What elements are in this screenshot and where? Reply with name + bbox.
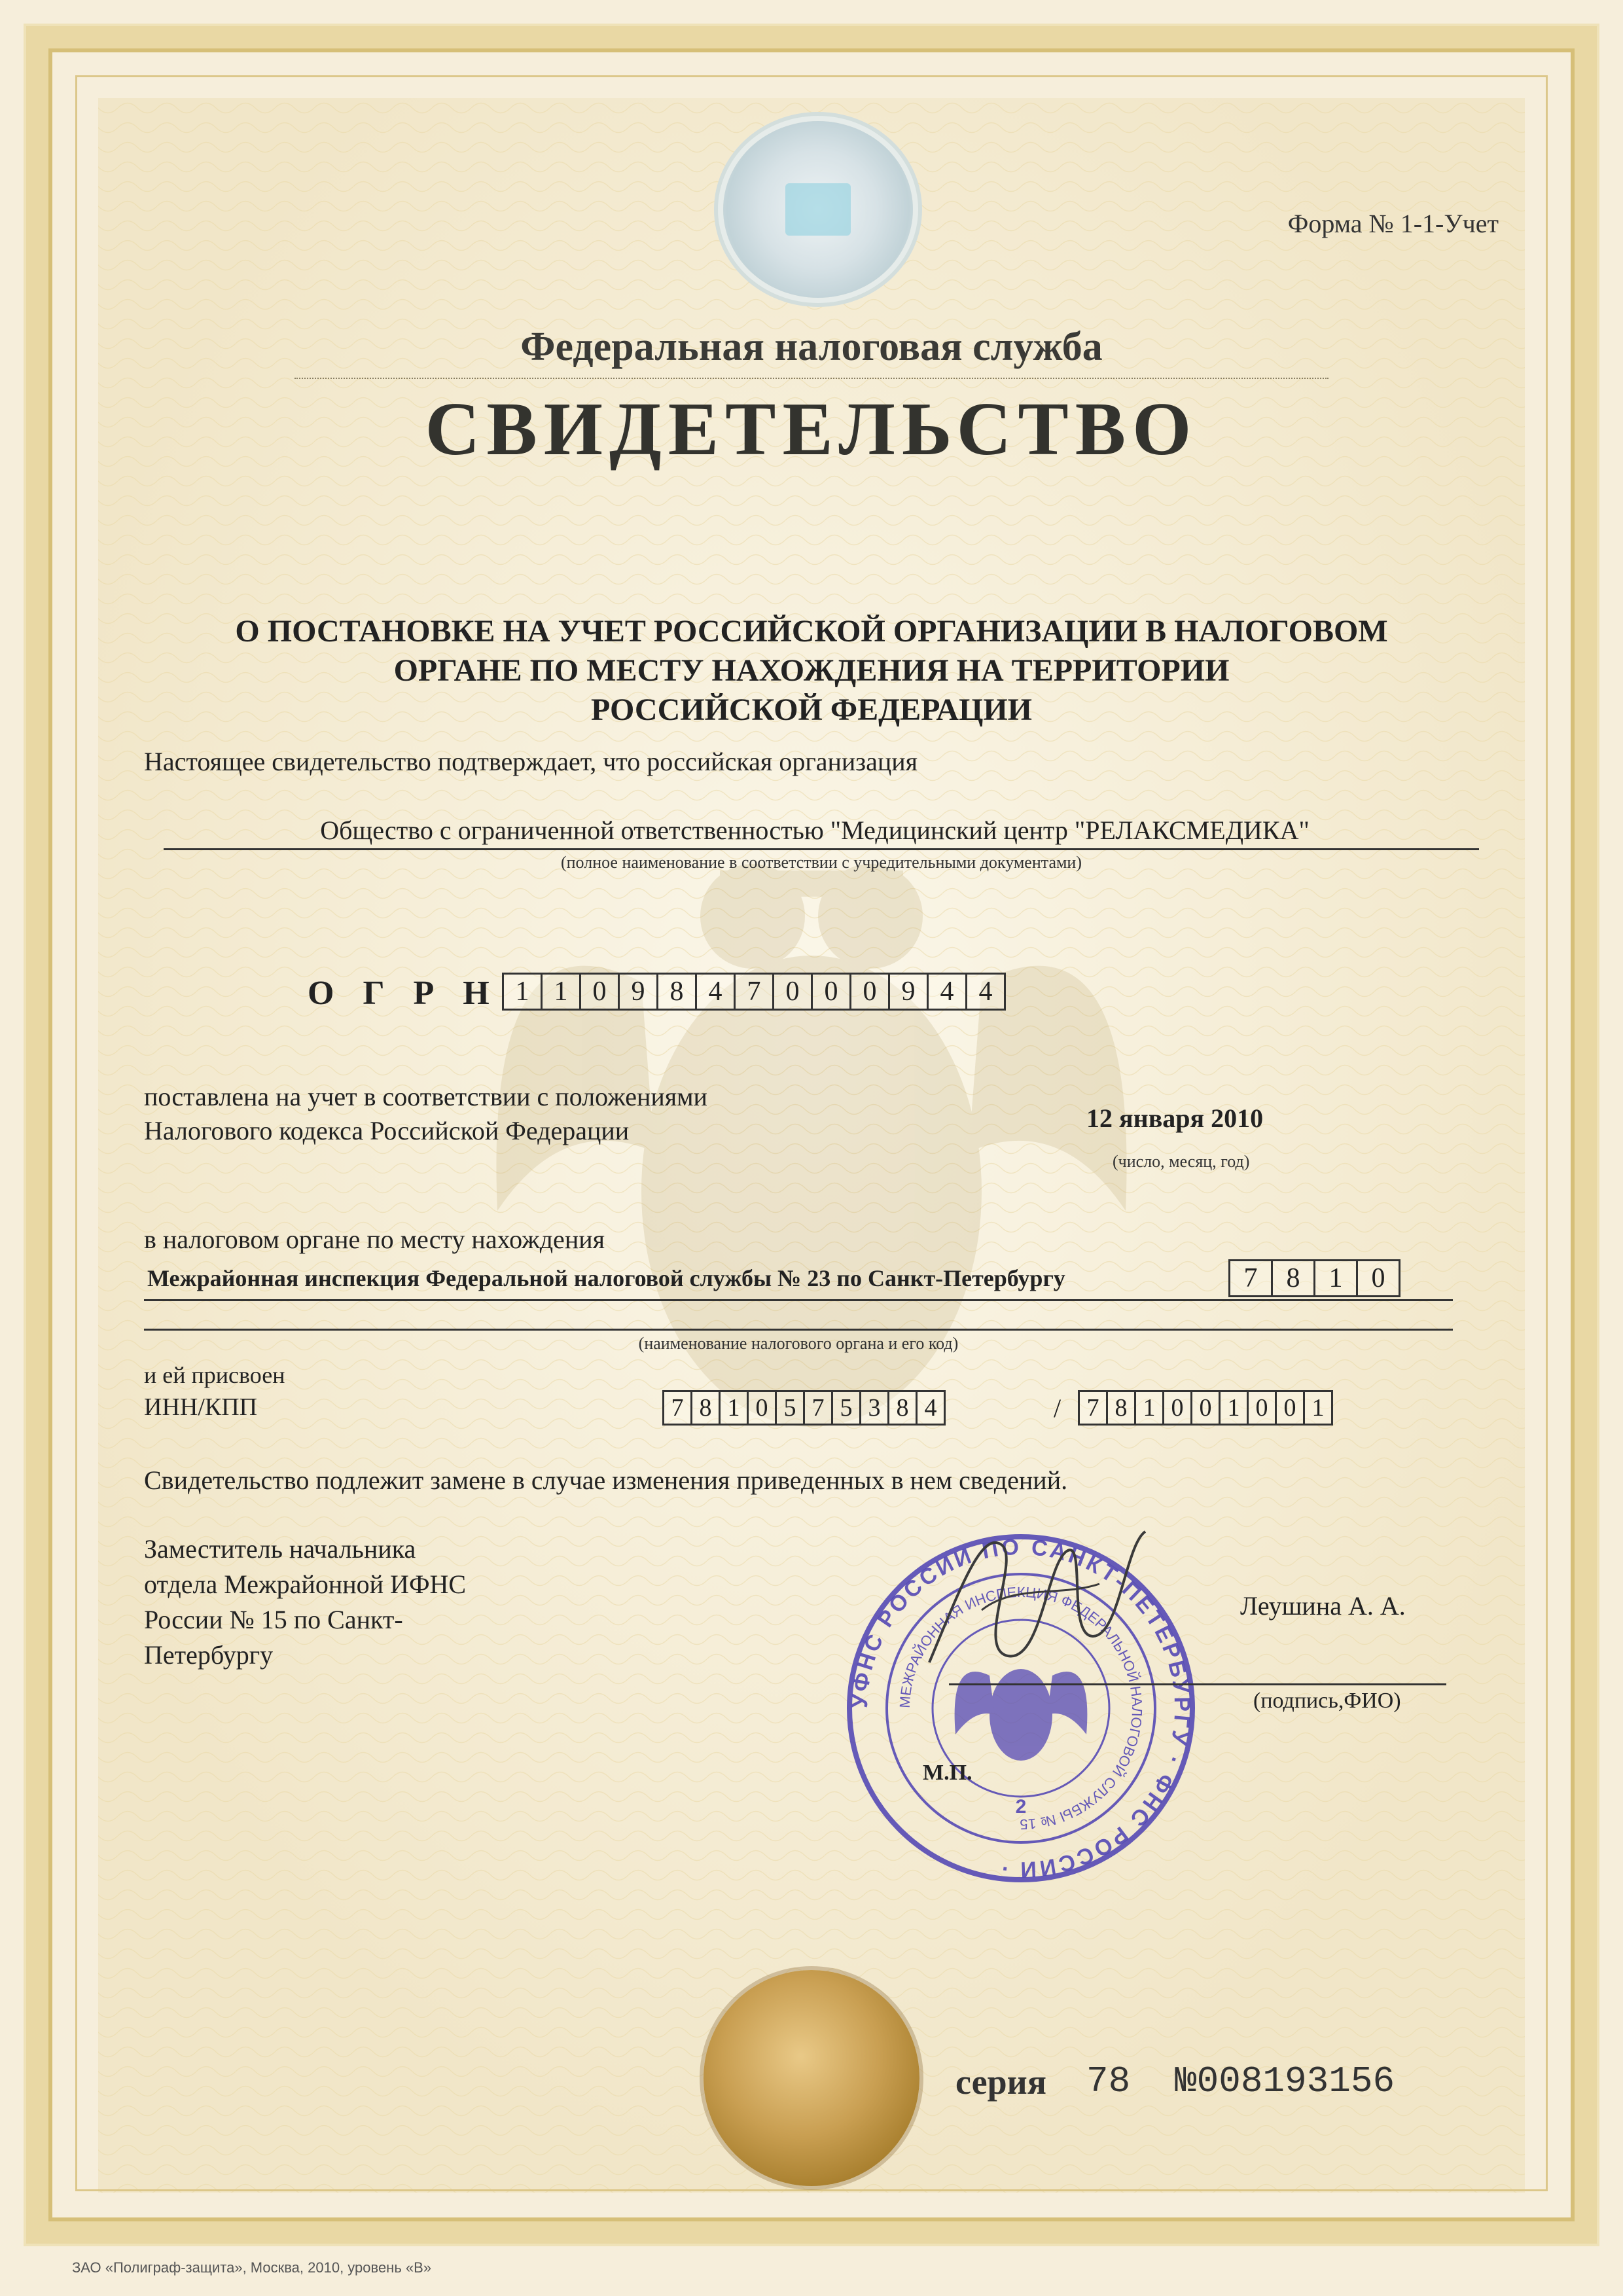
document-subtitle (131, 612, 1492, 730)
inn-digit: 0 (747, 1390, 777, 1426)
inn-digit: 7 (662, 1390, 692, 1426)
kpp-digit: 0 (1247, 1390, 1277, 1426)
hologram-label-icon (785, 183, 851, 236)
kpp-digit: 0 (1162, 1390, 1192, 1426)
series-label: серия (955, 2062, 1046, 2102)
ogrn-digit: 9 (618, 973, 658, 1011)
ogrn-digit: 1 (541, 973, 581, 1011)
ogrn-digit: 4 (695, 973, 736, 1011)
inn-digit: 4 (916, 1390, 946, 1426)
position-line: Петербургу (144, 1640, 274, 1670)
registration-date: 12 января 2010 (1086, 1103, 1264, 1133)
tax-office-code-digit: 8 (1271, 1259, 1315, 1297)
ogrn-digit: 0 (811, 973, 851, 1011)
series-value: 78 (1086, 2060, 1131, 2102)
inn-digit: 7 (803, 1390, 833, 1426)
organization-name: Общество с ограниченной ответственностью "Медицинский центр "РЕЛАКСМЕДИКА" (320, 816, 1310, 845)
ogrn-label: ОГРН (308, 975, 518, 1012)
ogrn-digit: 1 (502, 973, 543, 1011)
hologram-emblem (723, 121, 913, 298)
intro-text: Настоящее свидетельство подтверждает, что российская организация (144, 747, 918, 776)
kpp-digit: 1 (1134, 1390, 1164, 1426)
position-line: России № 15 по Санкт- (144, 1605, 403, 1634)
ogrn-digit: 4 (927, 973, 967, 1011)
ogrn-digit: 0 (849, 973, 890, 1011)
ogrn-digit: 4 (965, 973, 1006, 1011)
tax-office-code-cells (1230, 1259, 1400, 1297)
signature-line (949, 1683, 1446, 1685)
organization-underline (164, 848, 1479, 850)
form-number: Форма № 1-1-Учет (1287, 209, 1499, 238)
ogrn-digit: 0 (772, 973, 813, 1011)
position-line: Заместитель начальника (144, 1534, 416, 1564)
agency-underline (294, 378, 1329, 379)
tax-office-hint: (наименование налогового органа и его код) (638, 1334, 959, 1353)
inn-digit: 5 (831, 1390, 861, 1426)
subtitle-line: РОССИЙСКОЙ ФЕДЕРАЦИИ (590, 692, 1033, 727)
organization-name-hint: (полное наименование в соответствии с учредительными документами) (560, 853, 1082, 872)
replacement-notice: Свидетельство подлежит замене в случае изменения приведенных в нем сведений. (144, 1465, 1068, 1495)
assigned-text: и ей присвоен (144, 1362, 285, 1388)
tax-office-underline-2 (144, 1329, 1453, 1331)
inn-kpp-label: ИНН/КПП (144, 1393, 258, 1421)
tax-office-name: Межрайонная инспекция Федеральной налоговой службы № 23 по Санкт-Петербургу (147, 1265, 1065, 1291)
tax-office-location-text: в налоговом органе по месту нахождения (144, 1225, 605, 1254)
stamp-outer-text: УФНС РОССИИ ПО САНКТ-ПЕТЕРБУРГУ · ФНС РОССИИ · (847, 1534, 1195, 1882)
ogrn-digit: 9 (888, 973, 929, 1011)
printer-note: ЗАО «Полиграф-защита», Москва, 2010, уровень «В» (72, 2259, 432, 2276)
kpp-digit: 0 (1190, 1390, 1221, 1426)
tax-office-code-digit: 0 (1356, 1259, 1400, 1297)
stamp-place-label: М.П. (923, 1761, 972, 1785)
stamp-inner-text: МЕЖРАЙОННАЯ ИНСПЕКЦИЯ ФЕДЕРАЛЬНОЙ НАЛОГОВОЙ СЛУЖБЫ № 15 (896, 1583, 1146, 1833)
inn-digit: 8 (690, 1390, 721, 1426)
subtitle-line: ОРГАНЕ ПО МЕСТУ НАХОЖДЕНИЯ НА ТЕРРИТОРИИ (393, 653, 1230, 688)
tax-office-underline (144, 1299, 1453, 1301)
kpp-digit: 1 (1219, 1390, 1249, 1426)
registration-date-hint: (число, месяц, год) (1113, 1152, 1250, 1171)
tax-office-code-digit: 7 (1228, 1259, 1273, 1297)
document-title: СВИДЕТЕЛЬСТВО (425, 387, 1198, 471)
ogrn-digit: 7 (734, 973, 774, 1011)
inn-digit-cells (664, 1390, 946, 1426)
agency-name: Федеральная налоговая служба (520, 325, 1103, 369)
kpp-digit: 8 (1106, 1390, 1136, 1426)
handwritten-signature (903, 1505, 1165, 1721)
kpp-digit: 7 (1078, 1390, 1108, 1426)
inn-digit: 1 (719, 1390, 749, 1426)
tax-office-code-digit: 1 (1313, 1259, 1358, 1297)
signature-hint: (подпись,ФИО) (1253, 1689, 1401, 1713)
registration-line: поставлена на учет в соответствии с положениями (144, 1082, 707, 1111)
ogrn-digit-cells (504, 973, 1006, 1011)
inn-digit: 3 (859, 1390, 889, 1426)
signatory-position (144, 1532, 466, 1673)
certificate-number: №008193156 (1175, 2060, 1395, 2102)
ogrn-digit: 0 (579, 973, 620, 1011)
stamp-number: 2 (1015, 1796, 1027, 1818)
inn-kpp-separator: / (1054, 1393, 1061, 1423)
signatory-name: Леушина А. А. (1240, 1591, 1406, 1621)
position-line: отдела Межрайонной ИФНС (144, 1570, 467, 1599)
inn-digit: 8 (887, 1390, 918, 1426)
ogrn-digit: 8 (656, 973, 697, 1011)
kpp-digit: 0 (1275, 1390, 1305, 1426)
kpp-digit-cells (1080, 1390, 1333, 1426)
kpp-digit: 1 (1303, 1390, 1333, 1426)
subtitle-line: О ПОСТАНОВКЕ НА УЧЕТ РОССИЙСКОЙ ОРГАНИЗАЦИИ В НАЛОГОВОМ (235, 614, 1388, 649)
inn-digit: 5 (775, 1390, 805, 1426)
registration-line: Налогового кодекса Российской Федерации (144, 1116, 630, 1145)
gold-seal-icon (704, 1970, 919, 2186)
registration-text (144, 1080, 707, 1148)
